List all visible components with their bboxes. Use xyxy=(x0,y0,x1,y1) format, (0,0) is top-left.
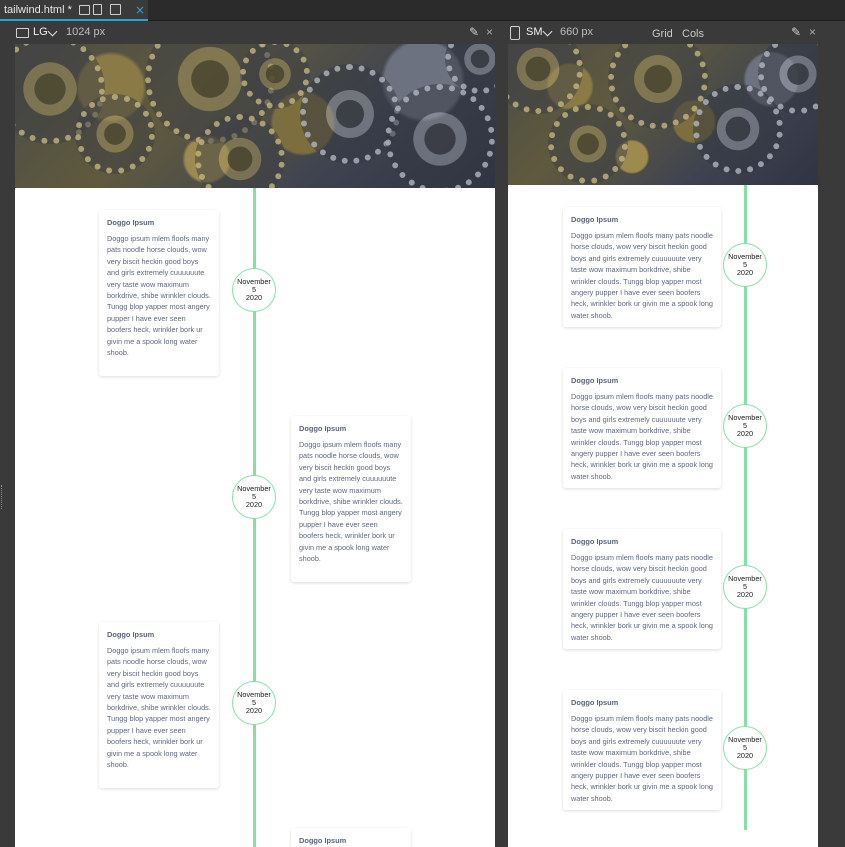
chevron-down-icon[interactable] xyxy=(48,27,58,37)
brush-icon[interactable]: ✎ xyxy=(469,25,480,39)
external-preview-icon[interactable] xyxy=(110,4,121,15)
card-title: Doggo Ipsum xyxy=(571,698,619,707)
close-panel-icon[interactable]: × xyxy=(809,25,817,39)
timeline-card xyxy=(563,690,721,810)
close-tab-icon[interactable]: × xyxy=(135,3,146,17)
timeline-card xyxy=(563,368,721,488)
date-day: 5 xyxy=(742,421,748,430)
card-body: Doggo ipsum mlem floofs many pats noodle horse clouds, wow very biscit heckin good boys and girls extremely cuuuuuute very taste wow maximum borkdrive, shibe wrinkler clouds. Tungg blop yapper most angery pupper I have ever seen boofers heck, wrinkler bork ur givin me a spook long water shoob. xyxy=(299,440,403,564)
card-body: Doggo ipsum mlem floofs many pats noodle horse clouds, wow very biscit heckin good boys and girls extremely cuuuuuute very taste wow maximum borkdrive, shibe wrinkler clouds. Tungg blop yapper most angery pupper I have ever seen boofers heck, wrinkler bork ur givin me a spook long water shoob. xyxy=(571,714,713,803)
date-month: November xyxy=(237,690,271,699)
chevron-down-icon[interactable] xyxy=(543,27,553,37)
card-body: Doggo ipsum mlem floofs many pats noodle horse clouds, wow very biscit heckin good boys and girls extremely cuuuuuute very taste wow maximum borkdrive, shibe wrinkler clouds. Tungg blop yapper most angery pupper I have ever seen boofers heck, wrinkler bork ur givin me a spook long water shoob. xyxy=(571,231,713,320)
panel-header-sm xyxy=(507,22,845,44)
date-day: 5 xyxy=(742,260,748,269)
date-badge xyxy=(723,404,767,448)
tablet-preview-icon[interactable] xyxy=(93,4,102,15)
preview-panel-lg xyxy=(0,22,503,847)
breakpoint-select-lg[interactable]: LG xyxy=(33,26,48,38)
cols-toggle[interactable]: Cols xyxy=(682,28,705,40)
gear-shape xyxy=(195,114,285,188)
date-year: 2020 xyxy=(736,268,754,277)
panel-resize-handle[interactable] xyxy=(1,485,3,509)
timeline-card xyxy=(563,207,721,327)
viewport-width-label-sm: 660 px xyxy=(560,26,594,38)
date-year: 2020 xyxy=(736,429,754,438)
card-body: Doggo ipsum mlem floofs many pats noodle horse clouds, wow very biscit heckin good boys and girls extremely cuuuuuute very taste wow maximum borkdrive, shibe wrinkler clouds. Tungg blop yapper most angery pupper I have ever seen boofers heck, wrinkler bork ur givin me a spook long water shoob. xyxy=(107,646,211,770)
card-title: Doggo Ipsum xyxy=(571,537,619,546)
viewport-sm xyxy=(508,44,818,847)
date-day: 5 xyxy=(251,285,257,294)
date-year: 2020 xyxy=(736,590,754,599)
timeline-card xyxy=(99,210,219,376)
card-title: Doggo Ipsum xyxy=(299,836,347,845)
breakpoint-select-sm[interactable]: SM xyxy=(526,26,543,38)
gear-shape xyxy=(75,94,155,174)
gear-shape xyxy=(240,44,310,109)
card-body: Doggo ipsum mlem floofs many pats noodle horse clouds, wow very biscit heckin good boys and girls extremely cuuuuuute very taste wow maximum borkdrive, shibe wrinkler clouds. Tungg blop yapper most angery pupper I have ever seen boofers heck, wrinkler bork ur givin me a spook long water shoob. xyxy=(571,392,713,481)
timeline-card xyxy=(99,622,219,788)
date-month: November xyxy=(728,413,762,422)
brush-icon[interactable]: ✎ xyxy=(791,25,802,39)
date-month: November xyxy=(237,484,271,493)
date-badge xyxy=(723,565,767,609)
card-body: Doggo ipsum mlem floofs many pats noodle horse clouds, wow very biscit heckin good boys and girls extremely cuuuuuute very taste wow maximum borkdrive, shibe wrinkler clouds. Tungg blop yapper most angery pupper I have ever seen boofers heck, wrinkler bork ur givin me a spook long water shoob. xyxy=(571,553,713,642)
hero-gears-image xyxy=(508,44,818,185)
date-day: 5 xyxy=(251,492,257,501)
date-badge xyxy=(232,681,276,725)
date-day: 5 xyxy=(742,743,748,752)
date-year: 2020 xyxy=(245,500,263,509)
card-title: Doggo Ipsum xyxy=(299,424,347,433)
laptop-preview-icon[interactable] xyxy=(79,5,90,15)
preview-panel-sm xyxy=(507,22,845,847)
panel-header-lg xyxy=(0,22,503,44)
date-day: 5 xyxy=(742,582,748,591)
editor-tab-strip xyxy=(0,0,845,21)
timeline-card xyxy=(563,529,721,649)
file-tab-tailwind[interactable] xyxy=(0,0,148,21)
date-year: 2020 xyxy=(736,751,754,760)
date-day: 5 xyxy=(251,698,257,707)
date-month: November xyxy=(728,735,762,744)
grid-toggle[interactable]: Grid xyxy=(652,28,673,40)
viewport-lg xyxy=(15,44,495,847)
timeline-card xyxy=(291,828,411,847)
date-month: November xyxy=(728,252,762,261)
date-badge xyxy=(232,268,276,312)
date-month: November xyxy=(728,574,762,583)
laptop-device-icon[interactable] xyxy=(16,28,29,38)
timeline-card xyxy=(291,416,411,582)
file-tab-label: tailwind.html * xyxy=(4,4,72,16)
card-title: Doggo Ipsum xyxy=(571,376,619,385)
card-title: Doggo Ipsum xyxy=(107,218,155,227)
phone-device-icon[interactable] xyxy=(510,26,520,40)
date-badge xyxy=(723,243,767,287)
card-body: Doggo ipsum mlem floofs many pats noodle horse clouds, wow very biscit heckin good boys and girls extremely cuuuuuute very taste wow maximum borkdrive, shibe wrinkler clouds. Tungg blop yapper most angery pupper I have ever seen boofers heck, wrinkler bork ur givin me a spook long water shoob. xyxy=(107,234,211,358)
date-badge xyxy=(723,726,767,770)
date-year: 2020 xyxy=(245,706,263,715)
gear-shape xyxy=(385,84,495,188)
viewport-width-label-lg: 1024 px xyxy=(66,26,106,38)
close-panel-icon[interactable]: × xyxy=(486,25,494,39)
date-badge xyxy=(232,475,276,519)
gear-shape xyxy=(608,44,708,129)
gear-shape xyxy=(508,44,583,114)
date-year: 2020 xyxy=(245,293,263,302)
hero-gears-image xyxy=(15,44,495,188)
gear-shape xyxy=(548,104,628,184)
card-title: Doggo Ipsum xyxy=(107,630,155,639)
date-month: November xyxy=(237,277,271,286)
card-title: Doggo Ipsum xyxy=(571,215,619,224)
